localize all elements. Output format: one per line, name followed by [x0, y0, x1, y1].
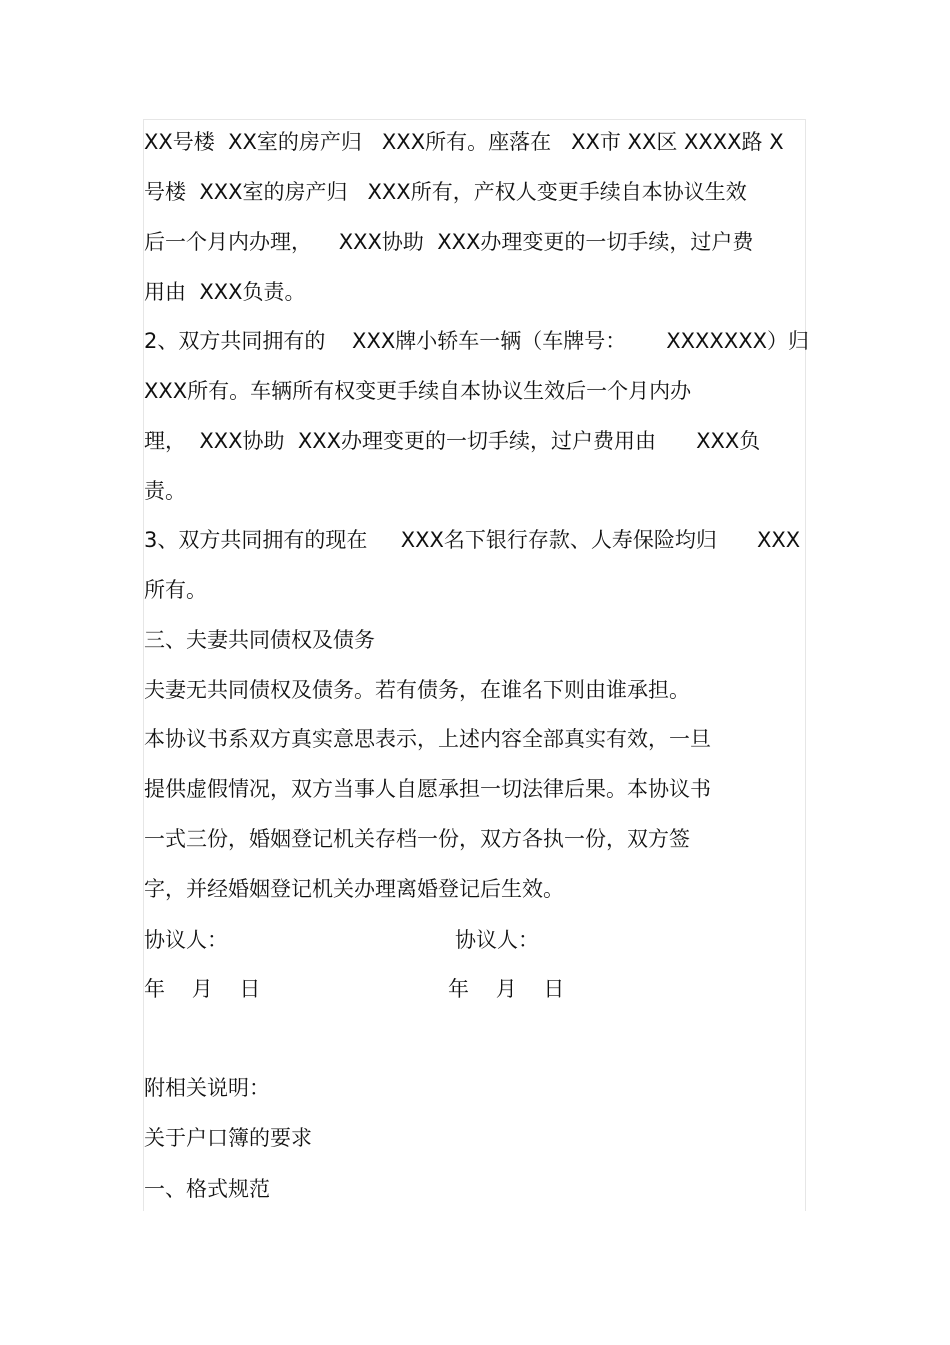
appendix-section: 一、格式规范 — [144, 1177, 270, 1201]
paragraph-line: XX号楼 XX室的房产归 XXX所有。座落在 XX市 XX区 XXXX路 X — [144, 130, 784, 154]
paragraph-line: 3、双方共同拥有的现在 XXX名下银行存款、人寿保险均归 XXX — [144, 528, 801, 552]
signature-right-date: 年 月 日 — [448, 977, 565, 1001]
paragraph-line: 2、双方共同拥有的 XXX牌小轿车一辆（车牌号： XXXXXXX）归 — [144, 329, 809, 353]
signature-right-party: 协议人： — [455, 928, 539, 952]
appendix-subheading: 关于户口簿的要求 — [144, 1126, 312, 1150]
signature-left-party: 协议人： — [144, 928, 228, 952]
section-heading: 三、夫妻共同债权及债务 — [144, 628, 375, 652]
paragraph-line: 提供虚假情况，双方当事人自愿承担一切法律后果。本协议书 — [144, 777, 711, 801]
paragraph-line: 后一个月内办理， XXX协助 XXX办理变更的一切手续，过户费 — [144, 230, 754, 254]
appendix-heading: 附相关说明： — [144, 1076, 270, 1100]
paragraph-line: 用由 XXX负责。 — [144, 280, 306, 304]
paragraph-line: 号楼 XXX室的房产归 XXX所有，产权人变更手续自本协议生效 — [144, 180, 747, 204]
paragraph-line: XXX所有。车辆所有权变更手续自本协议生效后一个月内办 — [144, 379, 692, 403]
signature-left-date: 年 月 日 — [144, 977, 261, 1001]
paragraph-line: 一式三份，婚姻登记机关存档一份，双方各执一份，双方签 — [144, 827, 690, 851]
paragraph-line: 字，并经婚姻登记机关办理离婚登记后生效。 — [144, 877, 564, 901]
paragraph-line: 夫妻无共同债权及债务。若有债务，在谁名下则由谁承担。 — [144, 678, 690, 702]
paragraph-line: 本协议书系双方真实意思表示，上述内容全部真实有效，一旦 — [144, 727, 711, 751]
paragraph-line: 理， XXX协助 XXX办理变更的一切手续，过户费用由 XXX负 — [144, 429, 761, 453]
paragraph-line: 责。 — [144, 479, 186, 503]
paragraph-line: 所有。 — [144, 578, 207, 602]
